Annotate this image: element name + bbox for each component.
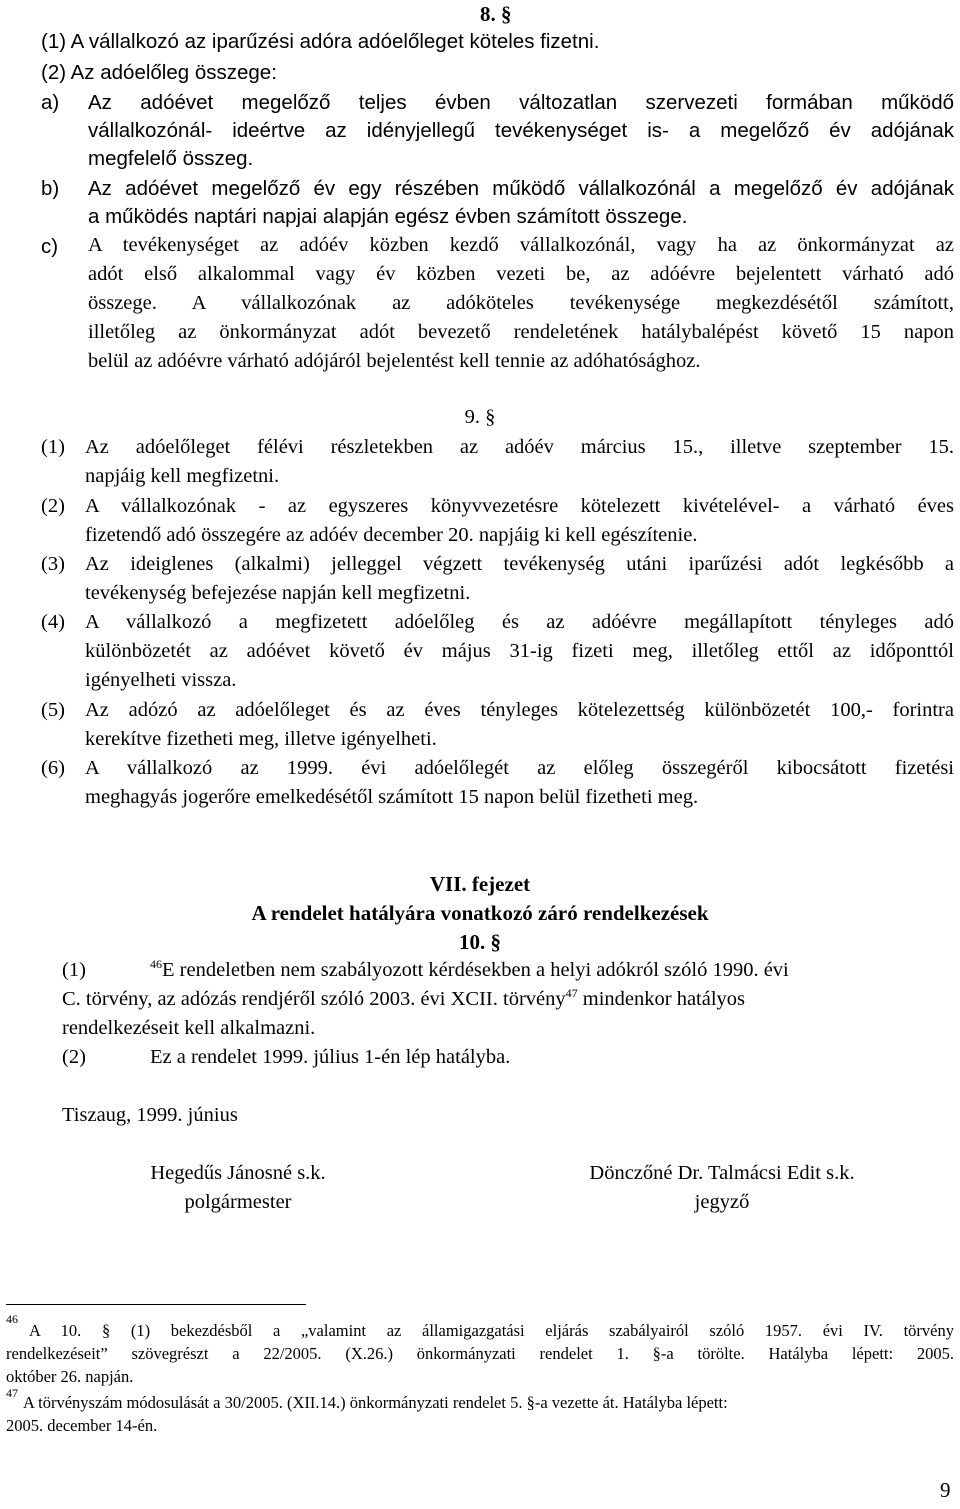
sec8-item-c-label: c) xyxy=(41,235,59,258)
sec8-item-a-label: a) xyxy=(41,91,60,114)
sec9-para-3-num: (3) xyxy=(41,553,65,575)
sec10-para-1-line-3: rendelkezéseit kell alkalmazni. xyxy=(62,1017,316,1039)
footnote-46-line-3: október 26. napján. xyxy=(6,1367,134,1386)
sec8-item-c-line-4: illetőleg az önkormányzat adót bevezető rendeletének hatálybalépést követő 15 napon xyxy=(88,321,954,343)
chapter-subtitle: A rendelet hatályára vonatkozó záró rendelkezések xyxy=(251,901,709,925)
notary-title: jegyző xyxy=(694,1191,750,1213)
sec8-item-a-line-3: megfelelő összeg. xyxy=(88,147,254,170)
notary-name: Dönczőné Dr. Talmácsi Edit s.k. xyxy=(589,1162,855,1184)
footnote-47-line-2: 2005. december 14-én. xyxy=(6,1416,158,1435)
sec8-item-c-line-2: adót első alkalommal vagy év közben vezeti be, az adóévre bejelentett várható adó xyxy=(88,263,954,285)
footnote-46-line-1: A 10. § (1) bekezdésből a „valamint az államigazgatási eljárás szabályairól szóló 1957. évi IV. törvény xyxy=(29,1321,954,1340)
sec8-item-b-label: b) xyxy=(41,177,60,200)
sec8-item-b-line-2: a működés naptári napjai alapján egész évben számított összege. xyxy=(88,205,688,228)
footnote-46-line-2: rendelkezéseit” szövegrészt a 22/2005. (X.26.) önkormányzati rendelet 1. §-a törölte. Hatályba lépett: 2005. xyxy=(6,1344,954,1363)
sec9-para-5-line-1: Az adózó az adóelőleget és az éves tényleges kötelezettség különbözetét 100,- forintra xyxy=(85,699,954,721)
section-10-heading: 10. § xyxy=(459,930,501,954)
sec8-item-c-line-3: összege. A vállalkozónak az adóköteles tevékenysége megkezdésétől számított, xyxy=(88,292,954,314)
sec8-item-c-line-1: A tevékenységet az adóév közben kezdő vállalkozónál, vagy ha az önkormányzat az xyxy=(88,234,954,256)
mayor-name: Hegedűs Jánosné s.k. xyxy=(150,1162,326,1184)
sec8-item-c-line-5: belül az adóévre várható adójáról bejelentést kell tennie az adóhatósághoz. xyxy=(88,350,701,372)
sec10-para-1-line-2-text: C. törvény, az adózás rendjéről szóló 2003. évi XCII. törvény xyxy=(62,988,566,1010)
footnote-47-number: 47 xyxy=(6,1386,18,1400)
chapter-title: VII. fejezet xyxy=(429,872,531,896)
sec8-item-a-line-1: Az adóévet megelőző teljes évben változatlan szervezeti formában működő xyxy=(88,91,954,114)
footnote-47-line-1: A törvényszám módosulását a 30/2005. (XII.14.) önkormányzati rendelet 5. §-a vezette át. Hatályba lépett: xyxy=(23,1393,728,1412)
sec10-para-1-line-1-text: E rendeletben nem szabályozott kérdésekben a helyi adókról szóló 1990. évi xyxy=(162,959,789,981)
section-9-heading: 9. § xyxy=(464,406,496,428)
sec9-para-3-line-2: tevékenység befejezése napján kell megfizetni. xyxy=(85,582,471,604)
sec9-para-6-line-1: A vállalkozó az 1999. évi adóelőlegét az előleg összegéről kibocsátott fizetési xyxy=(85,757,954,779)
sec10-para-1-line-2 xyxy=(62,987,745,1011)
sec9-para-6-num: (6) xyxy=(41,757,65,779)
footnote-separator xyxy=(6,1304,306,1305)
sec9-para-4-line-1: A vállalkozó a megfizetett adóelőleg és az adóévre megállapított tényleges adó xyxy=(85,611,954,633)
sec9-para-2-line-2: fizetendő adó összegére az adóév december 20. napjáig ki kell egészítenie. xyxy=(85,524,698,546)
sec9-para-4-line-3: igényelheti vissza. xyxy=(85,669,237,691)
sec9-para-1-line-2: napjáig kell megfizetni. xyxy=(85,465,280,487)
section-8-heading: 8. § xyxy=(480,2,512,26)
place-and-date: Tiszaug, 1999. június xyxy=(62,1104,238,1126)
sec8-para-1: (1) A vállalkozó az iparűzési adóra adóelőleget köteles fizetni. xyxy=(41,30,600,53)
sec9-para-6-line-2: meghagyás jogerőre emelkedésétől számított 15 napon belül fizetheti meg. xyxy=(85,786,699,808)
sec8-item-a-line-2: vállalkozónál- ideértve az idényjellegű tevékenységet is- a megelőző év adójának xyxy=(88,119,954,142)
mayor-title: polgármester xyxy=(184,1191,292,1213)
page-number: 9 xyxy=(940,1478,951,1502)
footnote-ref-47[interactable]: 47 xyxy=(565,986,578,1001)
sec10-para-1-line-1 xyxy=(150,958,954,982)
sec9-para-2-line-1: A vállalkozónak - az egyszeres könyvvezetésre kötelezett kivételével- a várható éves xyxy=(85,495,954,517)
sec10-para-1-line-2-tail: mindenkor hatályos xyxy=(577,988,746,1010)
sec9-para-3-line-1: Az ideiglenes (alkalmi) jelleggel végzett tevékenység utáni iparűzési adót legkésőbb a xyxy=(85,553,954,575)
sec9-para-1-line-1: Az adóelőleget félévi részletekben az adóév március 15., illetve szeptember 15. xyxy=(85,436,954,458)
sec10-para-2-text: Ez a rendelet 1999. július 1-én lép hatályba. xyxy=(150,1046,511,1068)
sec9-para-1-num: (1) xyxy=(41,436,65,458)
sec8-item-b-line-1: Az adóévet megelőző év egy részében működő vállalkozónál a megelőző év adójának xyxy=(88,177,954,200)
sec8-para-2: (2) Az adóelőleg összege: xyxy=(41,61,277,84)
footnote-ref-46[interactable]: 46 xyxy=(150,957,162,972)
footnote-46-number: 46 xyxy=(6,1312,18,1326)
sec9-para-4-num: (4) xyxy=(41,611,65,633)
sec10-para-1-num: (1) xyxy=(62,959,86,981)
sec9-para-2-num: (2) xyxy=(41,495,65,517)
sec9-para-5-line-2: kerekítve fizetheti meg, illetve igényelheti. xyxy=(85,728,437,750)
sec9-para-5-num: (5) xyxy=(41,699,65,721)
sec10-para-2-num: (2) xyxy=(62,1046,86,1068)
sec9-para-4-line-2: különbözetét az adóévet követő év május 31-ig fizeti meg, illetőleg ettől az időponttól xyxy=(85,640,954,662)
